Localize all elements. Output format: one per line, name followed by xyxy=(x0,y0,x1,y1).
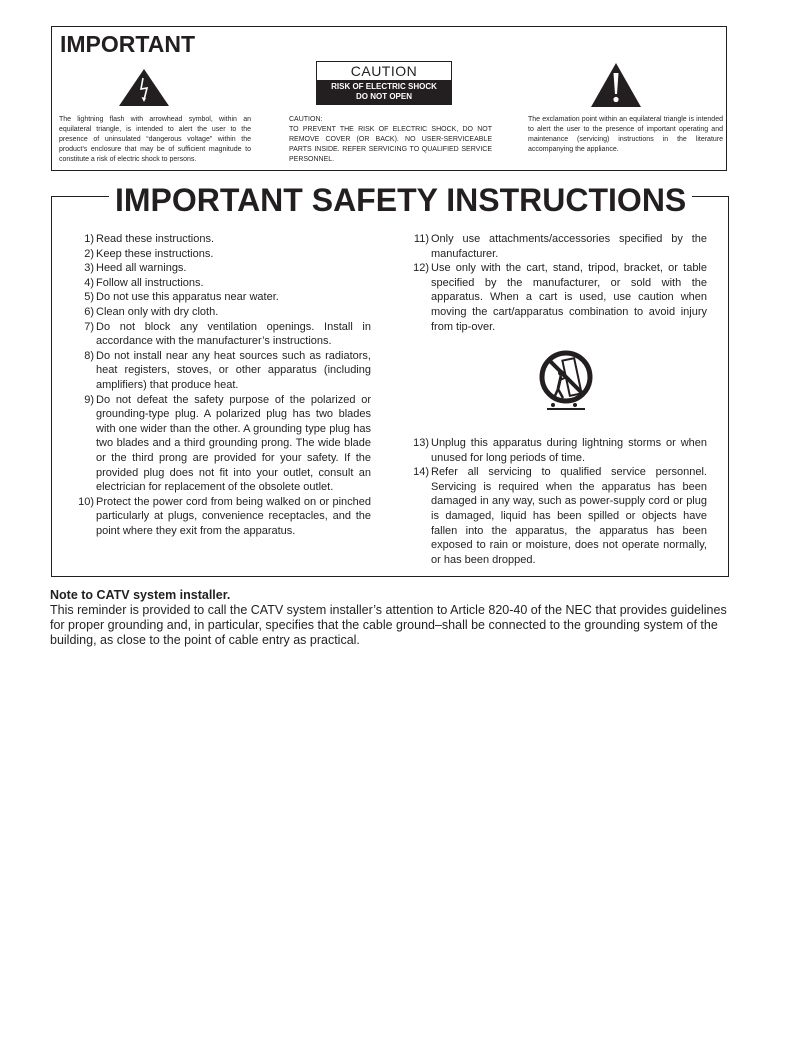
caution-label: CAUTION xyxy=(350,63,418,79)
list-item: 14) Refer all servicing to qualified service personnel. Servicing is required when the apparatus has been damaged in any way, such as power-supply cord or plug is damaged, liquid has been spilled or objects have fallen into the apparatus, the apparatus has been exposed to rain or moisture, does not operate normally, or has been dropped. xyxy=(413,466,707,566)
caution-text: TO PREVENT THE RISK OF ELECTRIC SHOCK, DO NOT REMOVE COVER (OR BACK). NO USER-SERVICEABLE PARTS INSIDE. REFER SERVICING TO QUALIFIED SERVICE PERSONNEL. xyxy=(289,126,492,163)
list-item: 12) Use only with the cart, stand, tripod, bracket, or table specified by the manufacturer, or sold with the apparatus. When a cart is used, use caution when moving the cart/apparatus combination to avoid injury from tip-over. xyxy=(413,262,707,333)
risk-of-shock-banner xyxy=(317,80,451,104)
list-item: 6) Clean only with dry cloth. xyxy=(84,305,219,318)
caution-explanation xyxy=(289,115,492,165)
list-item: 11) Only use attachments/accessories specified by the manufacturer. xyxy=(413,233,707,260)
list-item: 13) Unplug this apparatus during lightning storms or when unused for long periods of time. xyxy=(413,437,707,464)
catv-note-heading: Note to CATV system installer. xyxy=(50,588,231,602)
caution-heading: CAUTION: xyxy=(289,116,323,123)
risk-line-2: DO NOT OPEN xyxy=(355,91,412,101)
catv-note xyxy=(50,588,730,648)
list-item: 9) Do not defeat the safety purpose of the polarized or grounding-type plug. A polarized plug has two blades with one wider than the other. A grounding type plug has two blades and a third grounding prong. The wide blade or the third prong are provided for your safety. If the provided plug does not fit into your outlet, consult an electrician for replacement of the obsolete outlet. xyxy=(84,393,371,494)
list-item: 4) Follow all instructions. xyxy=(84,276,204,289)
safety-list-right-top xyxy=(407,232,707,334)
list-item: 1) Read these instructions. xyxy=(84,233,215,245)
safety-title: IMPORTANT SAFETY INSTRUCTIONS xyxy=(109,181,692,219)
list-item: 5) Do not use this apparatus near water. xyxy=(84,291,279,304)
cart-tip-over-warning-icon xyxy=(539,347,593,415)
safety-list-left xyxy=(72,232,371,538)
caution-label-box xyxy=(316,61,452,105)
list-item: 2) Keep these instructions. xyxy=(84,247,214,260)
important-box xyxy=(51,26,727,171)
risk-line-1: RISK OF ELECTRIC SHOCK xyxy=(331,82,437,91)
list-item: 3) Heed all warnings. xyxy=(84,262,187,275)
catv-note-body: This reminder is provided to call the CATV system installer’s attention to Article 820-40 of the NEC that provides guidelines for proper grounding and, in particular, specifies that the cable ground–shall be connected to the grounding system of the building, as close to the point of cable entry as practical. xyxy=(50,603,727,647)
list-item: 8) Do not install near any heat sources such as radiators, heat registers, stoves, or other apparatus (including amplifiers) that produce heat. xyxy=(84,349,371,391)
lightning-explanation: The lightning flash with arrowhead symbol, within an equilateral triangle, is intended to alert the user to the presence of uninsulated “dangerous voltage” within the product’s enclosure that may be of sufficient magnitude to constitute a risk of electric shock to persons. xyxy=(59,116,251,163)
exclamation-explanation: The exclamation point within an equilateral triangle is intended to alert the user to the presence of important operating and maintenance (servicing) instructions in the literature accompanying the appliance. xyxy=(528,116,723,153)
important-title: IMPORTANT xyxy=(60,31,196,57)
lightning-warning-icon xyxy=(119,69,169,106)
safety-instructions-box xyxy=(51,182,729,577)
safety-list-right-bottom xyxy=(407,436,707,567)
list-item: 10) Protect the power cord from being walked on or pinched particularly at plugs, convenience receptacles, and the point where they exit from the apparatus. xyxy=(78,495,371,537)
list-item: 7) Do not block any ventilation openings. Install in accordance with the manufacturer’s instructions. xyxy=(84,320,371,348)
exclamation-warning-icon xyxy=(591,63,641,107)
